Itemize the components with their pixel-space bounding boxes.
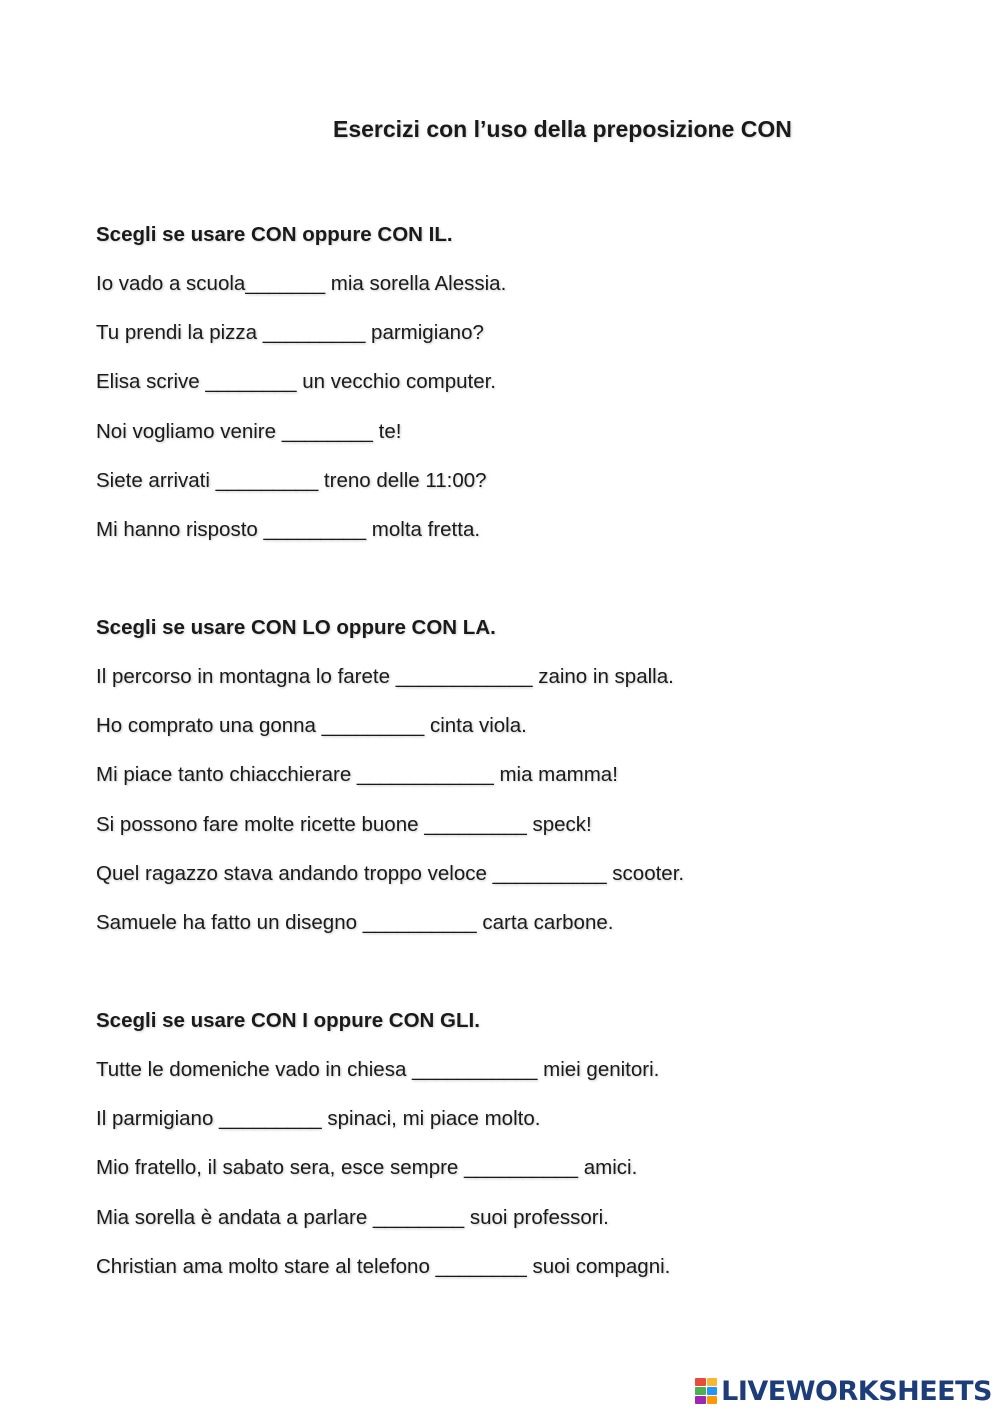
logo-mark-cell <box>695 1396 706 1404</box>
exercise-line: Tu prendi la pizza _________ parmigiano? <box>96 321 484 345</box>
logo-mark-cell <box>695 1387 706 1395</box>
exercise-line: Si possono fare molte ricette buone _________ speck! <box>96 812 592 836</box>
section-heading: Scegli se usare CON oppure CON IL. <box>96 223 453 246</box>
logo-mark-cell <box>695 1378 706 1386</box>
exercise-line: Noi vogliamo venire ________ te! <box>96 419 402 443</box>
exercise-line: Mia sorella è andata a parlare ________ suoi professori. <box>96 1205 609 1229</box>
logo-mark-icon <box>695 1378 717 1404</box>
exercise-line: Elisa scrive ________ un vecchio computer. <box>96 370 496 394</box>
logo-mark-cell <box>707 1387 718 1395</box>
exercise-line: Christian ama molto stare al telefono ________ suoi compagni. <box>96 1254 671 1278</box>
exercise-line: Mio fratello, il sabato sera, esce sempre __________ amici. <box>96 1156 638 1180</box>
logo-mark-cell <box>707 1378 718 1386</box>
liveworksheets-logo <box>695 1373 992 1409</box>
section-heading: Scegli se usare CON I oppure CON GLI. <box>96 1009 480 1032</box>
logo-mark-cell <box>707 1396 718 1404</box>
exercise-line: Samuele ha fatto un disegno __________ carta carbone. <box>96 910 614 934</box>
exercise-line: Quel ragazzo stava andando troppo veloce __________ scooter. <box>96 861 685 885</box>
exercise-line: Mi piace tanto chiacchierare ____________ mia mamma! <box>96 763 618 787</box>
exercise-line: Io vado a scuola_______ mia sorella Alessia. <box>96 272 507 295</box>
section-heading: Scegli se usare CON LO oppure CON LA. <box>96 616 496 639</box>
exercise-line: Il percorso in montagna lo farete ____________ zaino in spalla. <box>96 665 674 688</box>
exercise-section-con-lo-con-la <box>96 613 684 957</box>
exercise-section-con-con-il <box>96 220 506 564</box>
page-title: Esercizi con l’uso della preposizione CON <box>333 116 792 142</box>
exercise-line: Mi hanno risposto _________ molta fretta. <box>96 517 481 541</box>
exercise-line: Siete arrivati _________ treno delle 11:00? <box>96 468 487 492</box>
logo-text: LIVEWORKSHEETS <box>721 1375 992 1407</box>
exercise-line: Il parmigiano _________ spinaci, mi piace molto. <box>96 1107 541 1131</box>
exercise-line: Tutte le domeniche vado in chiesa ___________ miei genitori. <box>96 1058 660 1081</box>
exercise-line: Ho comprato una gonna _________ cinta viola. <box>96 714 527 738</box>
exercise-section-con-i-con-gli <box>96 1006 670 1301</box>
